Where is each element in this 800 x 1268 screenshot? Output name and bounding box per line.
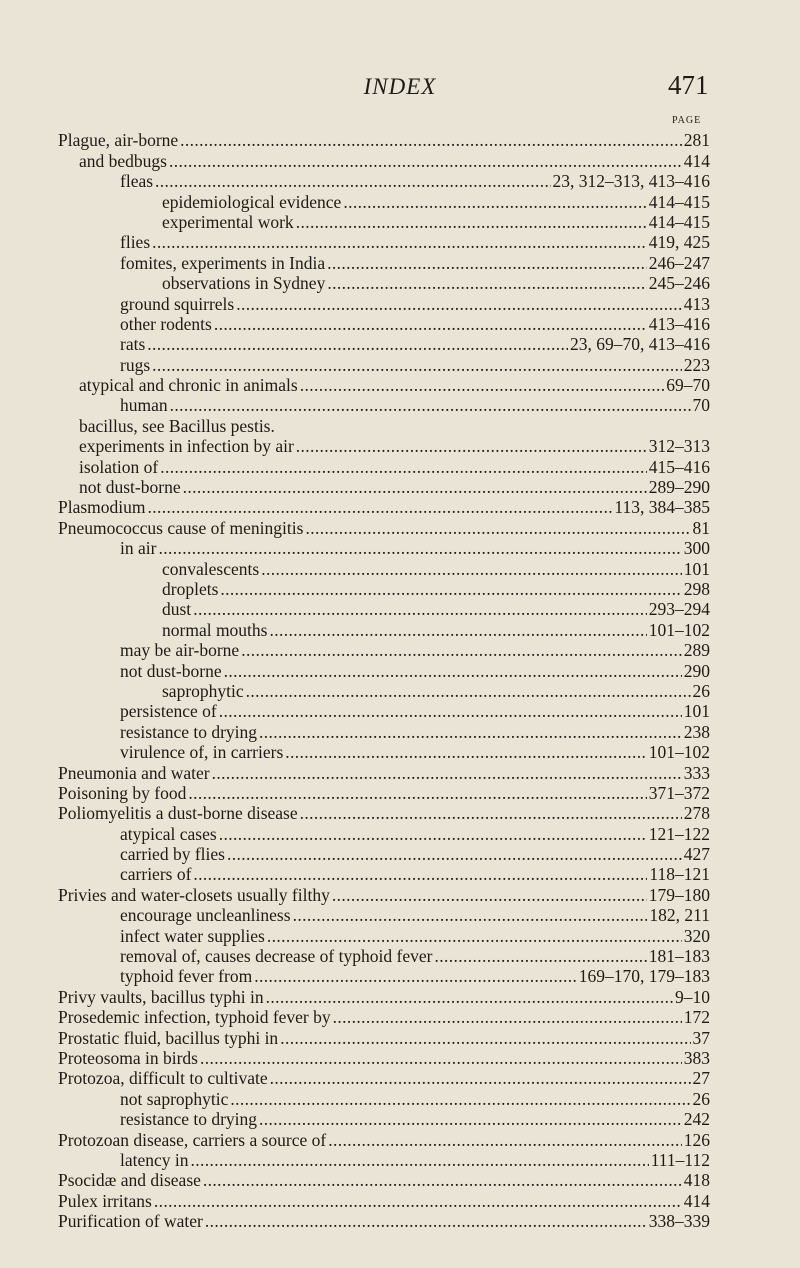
- index-entry: [58, 803, 710, 823]
- dot-leader: [328, 1130, 682, 1150]
- index-entry-text: Proteosoma in birds: [58, 1047, 198, 1068]
- index-entry-pages: 383: [683, 1047, 710, 1068]
- index-entry-text: carriers of: [120, 864, 192, 885]
- dot-leader: [241, 640, 682, 660]
- index-entry-text: Prostatic fluid, bacillus typhi in: [58, 1027, 279, 1048]
- index-entry-text: normal mouths: [162, 619, 268, 640]
- index-entry: [58, 721, 710, 741]
- index-entry: [58, 864, 710, 884]
- index-entry: [58, 538, 710, 558]
- index-entry-pages: 81: [692, 517, 710, 538]
- index-entry-pages: 23, 312–313, 413–416: [552, 171, 710, 192]
- dot-leader: [246, 681, 691, 701]
- index-entry-pages: 223: [683, 354, 710, 375]
- index-entry: [58, 1170, 710, 1190]
- index-entry-pages: 172: [683, 1007, 710, 1028]
- index-entry-pages: 238: [683, 721, 710, 742]
- index-entry-pages: 182, 211: [649, 905, 710, 926]
- index-entry-pages: 289: [683, 640, 710, 661]
- index-entry-pages: 413–416: [648, 313, 710, 334]
- index-entry-text: may be air-borne: [120, 640, 240, 661]
- index-entry-pages: 113, 384–385: [614, 497, 710, 518]
- index-entry: [58, 599, 710, 619]
- index-entry-text: encourage uncleanliness: [120, 905, 291, 926]
- index-entry: [58, 252, 710, 272]
- index-entry-pages: 333: [683, 762, 710, 783]
- index-entry-text: Pulex irritans: [58, 1190, 152, 1211]
- index-entry-text: rats: [120, 334, 146, 355]
- index-entry-text: dust: [162, 599, 192, 620]
- index-entry: [58, 415, 710, 435]
- index-entry-text: experimental work: [162, 211, 294, 232]
- dot-leader: [148, 497, 613, 517]
- index-entry-pages: 118–121: [649, 864, 710, 885]
- index-entry-text: Protozoan disease, carriers a source of: [58, 1129, 327, 1150]
- dot-leader: [343, 192, 646, 212]
- dot-leader: [227, 844, 682, 864]
- index-entry: [58, 986, 710, 1006]
- index-entry-pages: 121–122: [648, 823, 710, 844]
- index-entry: [58, 150, 710, 170]
- index-entry-pages: 37: [692, 1027, 710, 1048]
- index-entry-text: atypical cases: [120, 823, 217, 844]
- index-entry-text: Protozoa, difficult to cultivate: [58, 1068, 268, 1089]
- dot-leader: [305, 518, 690, 538]
- index-entry-pages: 126: [683, 1129, 710, 1150]
- index-entry-text: Prosedemic infection, typhoid fever by: [58, 1007, 331, 1028]
- index-entry-text: rugs: [120, 354, 151, 375]
- index-entry-text: virulence of, in carriers: [120, 742, 284, 763]
- index-entry-text: not saprophytic: [120, 1088, 229, 1109]
- index-entry-pages: 9–10: [675, 986, 710, 1007]
- dot-leader: [280, 1028, 690, 1048]
- dot-leader: [327, 253, 647, 273]
- index-entry-pages: 414: [683, 1190, 710, 1211]
- index-entry-pages: 415–416: [648, 456, 710, 477]
- index-entry: [58, 1211, 710, 1231]
- page-column-label: PAGE: [672, 115, 702, 126]
- dot-leader: [267, 926, 682, 946]
- dot-leader: [224, 661, 682, 681]
- index-entry-text: Pneumonia and water: [58, 762, 210, 783]
- index-entry-pages: 281: [683, 130, 710, 151]
- index-entry-pages: 293–294: [648, 599, 710, 620]
- dot-leader: [219, 824, 647, 844]
- dot-leader: [188, 783, 646, 803]
- index-entry: [58, 1109, 710, 1129]
- dot-leader: [293, 905, 648, 925]
- index-entries-list: [58, 130, 710, 1231]
- dot-leader: [154, 1191, 682, 1211]
- dot-leader: [434, 946, 646, 966]
- index-entry-text: fleas: [120, 171, 154, 192]
- dot-leader: [327, 273, 646, 293]
- index-entry-text: and bedbugs: [79, 150, 167, 171]
- index-entry-text: saprophytic: [162, 680, 244, 701]
- dot-leader: [200, 1048, 682, 1068]
- index-entry-pages: 414: [683, 150, 710, 171]
- index-entry-text: fomites, experiments in India: [120, 252, 326, 273]
- running-header-title: INDEX: [363, 74, 437, 99]
- index-entry: [58, 681, 710, 701]
- index-entry-text: Pneumococcus cause of meningitis: [58, 517, 304, 538]
- index-entry-text: Poliomyelitis a dust-borne disease: [58, 803, 298, 824]
- index-entry-text: convalescents: [162, 558, 260, 579]
- index-entry-pages: 70: [692, 395, 710, 416]
- index-entry-pages: 111–112: [650, 1149, 710, 1170]
- page-number: 471: [668, 70, 709, 100]
- index-entry: [58, 946, 710, 966]
- index-entry-pages: 101: [683, 558, 710, 579]
- dot-leader: [270, 1068, 691, 1088]
- index-entry-pages: 312–313: [648, 436, 710, 457]
- index-entry: [58, 334, 710, 354]
- index-entry-text: Plasmodium: [58, 497, 146, 518]
- index-entry-text: typhoid fever from: [120, 966, 253, 987]
- dot-leader: [205, 1211, 647, 1231]
- index-entry-text: ground squirrels: [120, 293, 235, 314]
- index-entry: [58, 640, 710, 660]
- index-entry-text: bacillus, see Bacillus pestis.: [79, 415, 275, 436]
- index-entry-text: epidemiological evidence: [162, 191, 342, 212]
- dot-leader: [214, 314, 647, 334]
- dot-leader: [193, 599, 647, 619]
- index-entry: [58, 1190, 710, 1210]
- index-entry: [58, 314, 710, 334]
- index-entry-pages: 101: [683, 701, 710, 722]
- dot-leader: [259, 722, 682, 742]
- index-entry-pages: 26: [692, 1088, 710, 1109]
- index-entry-text: other rodents: [120, 313, 212, 334]
- index-entry: [58, 517, 710, 537]
- index-entry-text: human: [120, 395, 168, 416]
- index-entry-pages: 338–339: [648, 1211, 710, 1232]
- index-entry: [58, 436, 710, 456]
- index-entry: [58, 619, 710, 639]
- index-entry: [58, 1007, 710, 1027]
- dot-leader: [285, 742, 646, 762]
- index-entry: [58, 1068, 710, 1088]
- index-entry-text: isolation of: [79, 456, 159, 477]
- index-entry: [58, 191, 710, 211]
- index-entry-pages: 23, 69–70, 413–416: [570, 334, 710, 355]
- index-entry-pages: 181–183: [648, 946, 710, 967]
- index-entry-text: observations in Sydney: [162, 273, 326, 294]
- index-entry-pages: 371–372: [648, 782, 710, 803]
- index-entry: [58, 273, 710, 293]
- index-entry: [58, 884, 710, 904]
- dot-leader: [332, 885, 647, 905]
- index-entry-pages: 278: [683, 803, 710, 824]
- index-entry: [58, 375, 710, 395]
- index-entry-text: carried by flies: [120, 844, 225, 865]
- index-entry: [58, 762, 710, 782]
- index-entry-pages: 101–102: [648, 619, 710, 640]
- dot-leader: [269, 620, 646, 640]
- index-entry-pages: 101–102: [648, 742, 710, 763]
- dot-leader: [212, 763, 682, 783]
- dot-leader: [219, 701, 682, 721]
- dot-leader: [158, 538, 681, 558]
- dot-leader: [296, 212, 647, 232]
- index-entry: [58, 905, 710, 925]
- index-entry: [58, 966, 710, 986]
- index-entry-pages: 179–180: [648, 884, 710, 905]
- index-entry-pages: 413: [683, 293, 710, 314]
- dot-leader: [230, 1089, 690, 1109]
- index-entry-text: resistance to drying: [120, 721, 258, 742]
- dot-leader: [169, 151, 682, 171]
- index-entry-text: removal of, causes decrease of typhoid fever: [120, 946, 433, 967]
- index-entry-text: Plague, air-borne: [58, 130, 179, 151]
- index-entry-pages: 418: [683, 1170, 710, 1191]
- index-entry: [58, 130, 710, 150]
- index-entry-pages: 414–415: [648, 191, 710, 212]
- index-entry-text: latency in: [120, 1149, 189, 1170]
- index-entry: [58, 558, 710, 578]
- index-entry: [58, 395, 710, 415]
- index-entry-text: atypical and chronic in animals: [79, 375, 298, 396]
- dot-leader: [266, 987, 673, 1007]
- index-entry-text: Purification of water: [58, 1211, 203, 1232]
- dot-leader: [203, 1170, 682, 1190]
- dot-leader: [160, 457, 647, 477]
- dot-leader: [236, 294, 682, 314]
- dot-leader: [147, 334, 568, 354]
- index-entry-pages: 246–247: [648, 252, 710, 273]
- dot-leader: [152, 232, 647, 252]
- index-entry-pages: 26: [692, 680, 710, 701]
- index-entry: [58, 660, 710, 680]
- index-entry-pages: 300: [683, 538, 710, 559]
- dot-leader: [300, 375, 665, 395]
- index-entry: [58, 579, 710, 599]
- index-entry-pages: 298: [683, 578, 710, 599]
- index-entry: [58, 171, 710, 191]
- index-entry: [58, 456, 710, 476]
- dot-leader: [333, 1007, 682, 1027]
- index-entry-text: droplets: [162, 578, 219, 599]
- index-entry-pages: 290: [683, 660, 710, 681]
- index-entry: [58, 742, 710, 762]
- index-entry: [58, 293, 710, 313]
- index-entry-text: experiments in infection by air: [79, 436, 294, 457]
- dot-leader: [261, 559, 682, 579]
- index-entry-pages: 419, 425: [648, 232, 710, 253]
- index-entry: [58, 1129, 710, 1149]
- index-entry: [58, 701, 710, 721]
- index-entry-text: Privies and water-closets usually filthy: [58, 884, 330, 905]
- dot-leader: [296, 436, 647, 456]
- dot-leader: [183, 477, 647, 497]
- index-entry: [58, 232, 710, 252]
- index-entry: [58, 354, 710, 374]
- index-entry: [58, 477, 710, 497]
- dot-leader: [193, 864, 647, 884]
- dot-leader: [180, 130, 682, 150]
- dot-leader: [300, 803, 682, 823]
- index-entry-pages: 245–246: [648, 273, 710, 294]
- dot-leader: [155, 171, 550, 191]
- index-entry-text: infect water supplies: [120, 925, 265, 946]
- index-entry: [58, 844, 710, 864]
- index-entry: [58, 925, 710, 945]
- index-entry-text: Poisoning by food: [58, 782, 187, 803]
- dot-leader: [152, 355, 682, 375]
- index-entry-pages: 169–170, 179–183: [578, 966, 710, 987]
- index-entry-pages: 69–70: [666, 375, 710, 396]
- dot-leader: [254, 966, 577, 986]
- index-entry-text: flies: [120, 232, 151, 253]
- index-entry-pages: 27: [692, 1068, 710, 1089]
- index-entry: [58, 1088, 710, 1108]
- index-entry-pages: 320: [683, 925, 710, 946]
- dot-leader: [170, 395, 691, 415]
- index-entry-pages: 414–415: [648, 211, 710, 232]
- index-entry: [58, 1150, 710, 1170]
- index-entry-pages: 289–290: [648, 477, 710, 498]
- index-entry-text: not dust-borne: [120, 660, 222, 681]
- index-entry: [58, 212, 710, 232]
- index-entry-text: resistance to drying: [120, 1109, 258, 1130]
- index-entry: [58, 783, 710, 803]
- index-entry: [58, 1027, 710, 1047]
- index-entry-text: in air: [120, 538, 157, 559]
- index-entry-text: persistence of: [120, 701, 217, 722]
- index-entry-text: Psocidæ and disease: [58, 1170, 201, 1191]
- index-entry-pages: 242: [683, 1109, 710, 1130]
- index-entry-text: not dust-borne: [79, 477, 181, 498]
- index-entry-text: Privy vaults, bacillus typhi in: [58, 986, 264, 1007]
- index-entry-pages: 427: [683, 844, 710, 865]
- index-entry: [58, 497, 710, 517]
- index-entry: [58, 1048, 710, 1068]
- dot-leader: [220, 579, 681, 599]
- dot-leader: [191, 1150, 649, 1170]
- dot-leader: [259, 1109, 682, 1129]
- index-entry: [58, 823, 710, 843]
